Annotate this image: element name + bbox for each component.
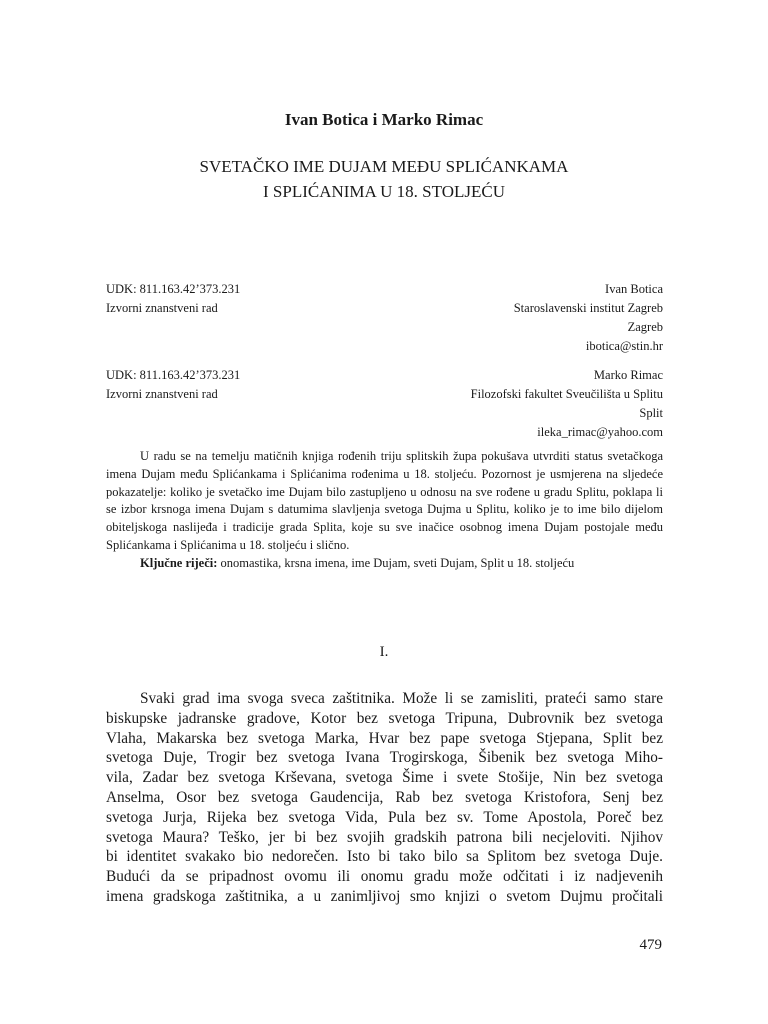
- metadata-block: [106, 366, 663, 446]
- section-number: I.: [379, 644, 389, 660]
- paper-title: [0, 154, 768, 204]
- author-name: Marko Rimac: [593, 368, 663, 382]
- keywords-label: Ključne riječi:: [140, 555, 218, 570]
- body-line: vila, Zadar bez svetoga Krševana, svetoga Šime i svete Stošije, Nin bez svetoga: [106, 769, 663, 787]
- udk-code: UDK: 811.163.42’373.231: [106, 368, 241, 382]
- metadata-block: [106, 280, 663, 360]
- body-line: svetoga Jurja, Rijeka bez svetoga Vida, Pula bez sv. Tome Apostola, Poreč bez: [106, 808, 663, 826]
- body-text: [106, 689, 663, 907]
- keywords: [106, 555, 663, 573]
- author-name: Ivan Botica: [605, 282, 663, 296]
- authors: Ivan Botica i Marko Rimac: [284, 110, 484, 129]
- author-affiliation: Staroslavenski institut Zagreb: [513, 301, 663, 315]
- body-line: Vlaha, Makarska bez svetoga Marka, Hvar bez pape svetoga Stjepana, Split bez: [106, 729, 663, 747]
- page-number: 479: [639, 937, 662, 953]
- body-line: Budući da se pripadnost ovomu ili onomu gradu može odčitati i iz nadjevenih: [106, 868, 663, 886]
- body-line: svetoga Duje, Trogir bez svetoga Ivana Trogirskoga, Šibenik bez svetoga Miho-: [106, 749, 663, 767]
- paper-type: Izvorni znanstveni rad: [106, 301, 218, 315]
- body-line: svetoga Maura? Teško, jer bi bez svojih gradskih patrona bili necjeloviti. Njihov: [106, 828, 663, 846]
- author-info: [471, 366, 663, 442]
- title-line: I SPLIĆANIMA U 18. STOLJEĆU: [263, 182, 505, 201]
- classification: [106, 366, 240, 404]
- body-line: Svaki grad ima svoga sveca zaštitnika. Može li se zamisliti, prateći samo stare: [140, 690, 663, 707]
- keywords-list: onomastika, krsna imena, ime Dujam, sveti Dujam, Split u 18. stoljeću: [217, 555, 575, 570]
- abstract: [106, 448, 663, 573]
- body-line: bi identitet svakako bio nedorečen. Isto bi tako bilo sa Splitom bez svetoga Duje.: [106, 848, 663, 866]
- body-line: imena gradskoga zaštitnika, a u zanimljivoj smo knjizi o svetom Dujmu pročitali: [106, 887, 663, 905]
- abstract-text: U radu se na temelju matičnih knjiga rođenih triju splitskih župa pokušava utvrditi status svetačkoga imena Dujam među Splićankama i Splićanima rođenima u 18. stoljeću. Pozornost je usmjerena na sljedeće pokazatelje: koliko je svetačko ime Dujam bilo zastupljeno u odnosu na sve rođene u gradu Splitu, poklapa li se izbor krsnoga imena Dujam s datumima slavljenja svetoga Dujma u Splitu, koliko je to ime bilo dijelom obiteljskoga naslijeđa i tradicije grada Splita, koje su sve inačice osobnog imena Dujam postojale među Splićankama i Splićanima u 18. stoljeću i slično.: [106, 449, 663, 552]
- classification: [106, 280, 240, 318]
- author-email: ibotica@stin.hr: [585, 339, 663, 353]
- body-line: biskupske jadranske gradove, Kotor bez svetoga Tripuna, Dubrovnik bez svetoga: [106, 709, 663, 727]
- author-city: Split: [639, 406, 663, 420]
- author-info: [514, 280, 663, 356]
- author-affiliation: Filozofski fakultet Sveučilišta u Splitu: [470, 387, 663, 401]
- udk-code: UDK: 811.163.42’373.231: [106, 282, 241, 296]
- author-email: ileka_rimac@yahoo.com: [537, 425, 663, 439]
- author-city: Zagreb: [627, 320, 663, 334]
- title-line: SVETAČKO IME DUJAM MEĐU SPLIĆANKAMA: [199, 157, 569, 176]
- paper-type: Izvorni znanstveni rad: [106, 387, 218, 401]
- body-line: Anselma, Osor bez svetoga Gaudencija, Rab bez svetoga Kristofora, Senj bez: [106, 788, 663, 806]
